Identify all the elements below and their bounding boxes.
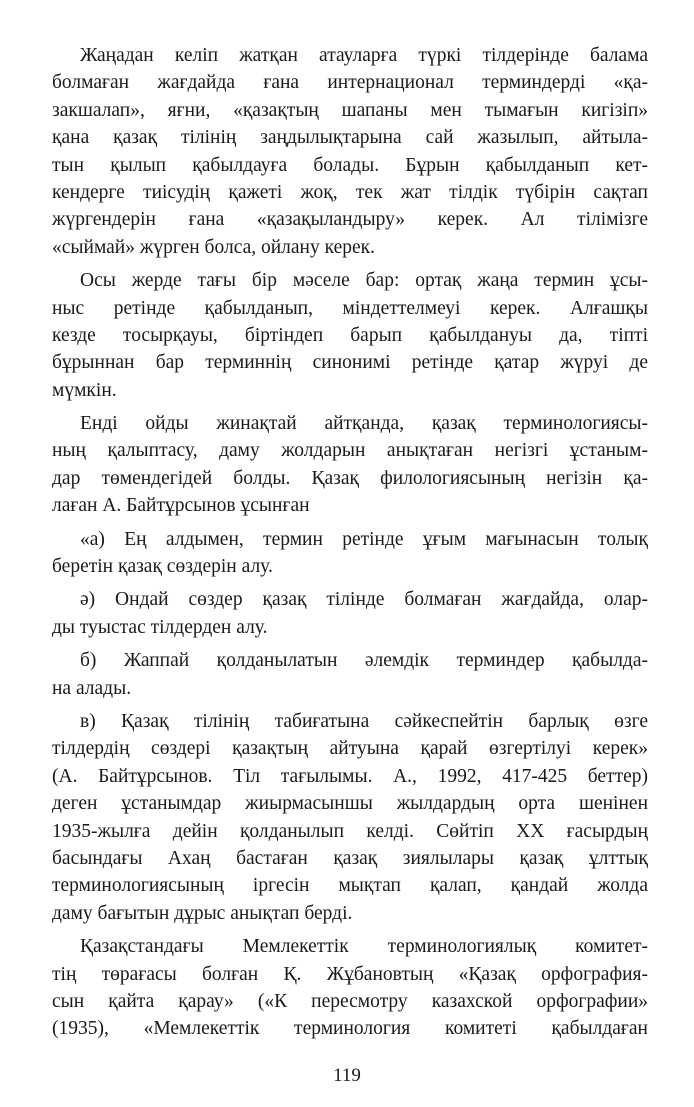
text-line: ды туыстас тілдерден алу. <box>52 616 268 638</box>
text-line: бұрыннан бар терминнің синонимі ретінде қатар жүруі де <box>52 352 648 374</box>
text-line: тілдердің сөздері қазақтың айтуына қарай өзгертілуі керек» <box>52 738 648 760</box>
text-line: даму бағытын дұрыс анықтап берді. <box>52 902 353 924</box>
text-line: кендерге тиісудің қажеті жоқ, тек жат тілдік түбірін сақтап <box>52 181 648 203</box>
text-line: беретін қазақ сөздерін алу. <box>52 556 273 578</box>
text-line: Осы жерде тағы бір мәселе бар: ортақ жаңа термин ұсы- <box>80 270 648 292</box>
text-line: в) Қазақ тілінің табиғатына сәйкеспейтін барлық өзге <box>80 710 648 732</box>
body-text <box>52 42 648 1043</box>
text-line: закшалап», яғни, «қазақтың шапаны мен тымағын кигізіп» <box>52 99 648 121</box>
paragraph <box>52 42 648 261</box>
text-line: на алады. <box>52 677 132 699</box>
text-line: Енді ойды жинақтай айтқанда, қазақ терминологиясы- <box>80 413 648 435</box>
paragraph <box>52 586 648 641</box>
text-line: б) Жаппай қолданылатын әлемдік терминдер қабылда- <box>80 650 648 672</box>
paragraph <box>52 647 648 702</box>
text-line: тын қылып қабылдауға болады. Бұрын қабылданып кет- <box>52 154 648 176</box>
paragraph <box>52 267 648 404</box>
text-line: 1935-жылға дейін қолданылып келді. Сөйтіп XX ғасырдың <box>52 820 648 842</box>
text-line: тің төрағасы болған Қ. Жұбановтың «Қазақ орфография- <box>52 963 648 985</box>
text-line: (1935), «Мемлекеттік терминология комитеті қабылдаған <box>52 1018 648 1040</box>
text-line: ә) Ондай сөздер қазақ тілінде болмаған жағдайда, олар- <box>80 589 648 611</box>
paragraph <box>52 933 648 1043</box>
text-line: терминологиясының іргесін мықтап қалап, қандай жолда <box>52 875 648 897</box>
text-line: кезде тосырқауы, біртіндеп барып қабылдануы да, тіпті <box>52 324 648 346</box>
text-line: дар төмендегідей болды. Қазақ филологиясының негізін қа- <box>52 467 648 489</box>
text-line: «а) Ең алдымен, термин ретінде ұғым мағынасын толық <box>80 528 648 550</box>
text-line: мүмкін. <box>52 379 117 401</box>
text-line: Жаңадан келіп жатқан атауларға түркі тілдерінде балама <box>80 45 648 66</box>
text-line: (А. Байтұрсынов. Тіл тағылымы. А., 1992, 417-425 беттер) <box>52 765 648 787</box>
text-line: ныс ретінде қабылданып, міндеттелмеуі керек. Алғашқы <box>52 297 648 319</box>
text-line: қана қазақ тілінің заңдылықтарына сай жазылып, айтыла- <box>52 127 648 149</box>
text-line: болмаған жағдайда ғана интернационал терминдерді «қа- <box>52 72 648 94</box>
text-line: сын қайта қарау» («К пересмотру казахской орфографии» <box>52 990 648 1012</box>
paragraph <box>52 526 648 581</box>
text-line: жүргендерін ғана «қазақыландыру» керек. Ал тілімізге <box>52 209 648 231</box>
text-line: деген ұстанымдар жиырмасыншы жылдардың орта шенінен <box>52 793 648 815</box>
text-line: ның қалыптасу, даму жолдарын анықтаған негізгі ұстаным- <box>52 440 648 462</box>
text-line: Қазақстандағы Мемлекеттік терминологиялық комитет- <box>80 936 648 958</box>
paragraph <box>52 410 648 520</box>
text-line: лаған А. Байтұрсынов ұсынған <box>52 495 310 517</box>
text-line: «сыймай» жүрген болса, ойлану керек. <box>52 236 376 258</box>
page-number: 119 <box>333 1065 361 1086</box>
text-line: басындағы Ахаң бастаған қазақ зиялылары қазақ ұлттық <box>52 847 648 869</box>
paragraph <box>52 708 648 927</box>
